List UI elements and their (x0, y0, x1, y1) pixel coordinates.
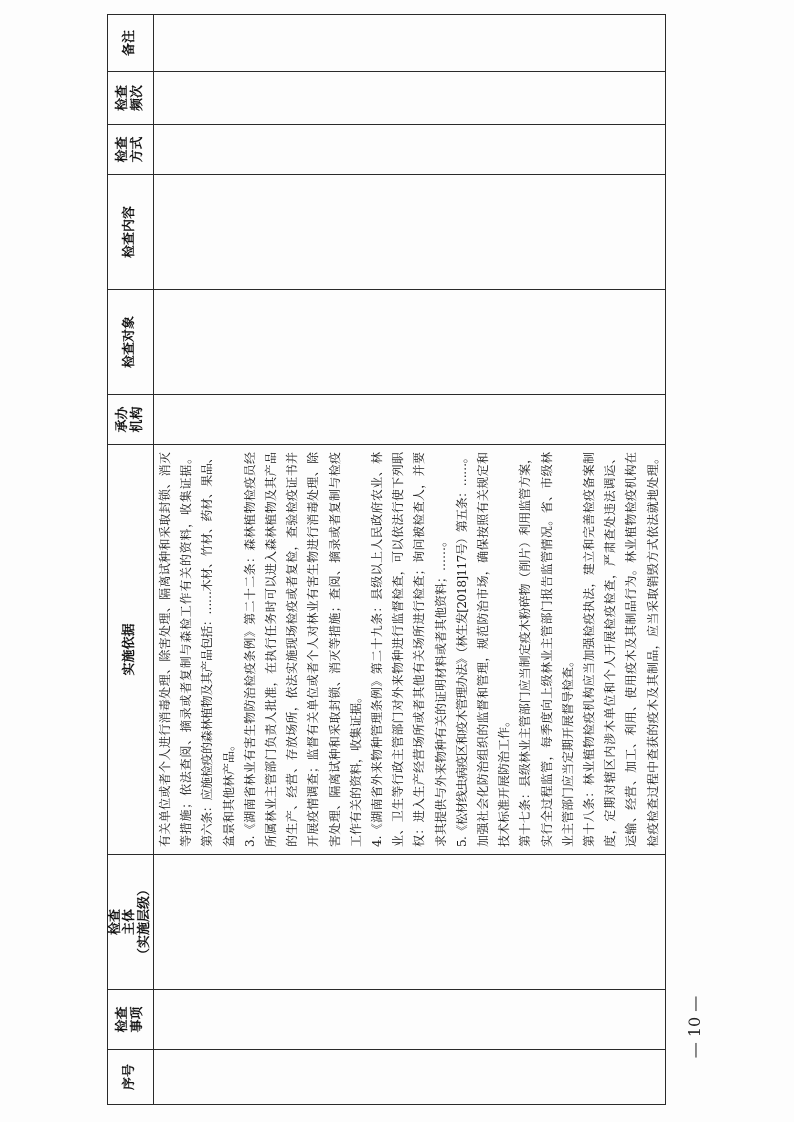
header-line: 检查 (115, 136, 130, 163)
basis-line: 度，定期对辖区内涉木单位和个人开展检疫检查，严肃查处违法调运、 (603, 452, 618, 847)
header-row (108, 15, 154, 1105)
header-serial (108, 1050, 154, 1105)
header-line: 主体 (122, 909, 138, 936)
cell-inspection-content (154, 175, 666, 290)
basis-line: 等措施；依法查阅、摘录或者复制与森检工作有关的资料，收集证据。 (179, 452, 194, 847)
header-line: 检查对象 (122, 316, 138, 369)
basis-line: 第六条：应施检疫的森林植物及其产品包括：……木材、竹材、药材、果品、 (200, 452, 215, 847)
cell-inspection-subject (154, 855, 666, 990)
cell-remarks (154, 15, 666, 72)
header-inspection-method (108, 125, 154, 175)
header-inspection-item (108, 990, 154, 1050)
header-inspection-frequency (108, 72, 154, 125)
header-inspection-subject (108, 855, 154, 990)
rotated-landscape-sheet (107, 15, 717, 1105)
basis-line: 技术标准开展防治工作。 (497, 714, 512, 847)
basis-line: 有关单位或者个人进行消毒处理、除害处理、隔离试种和采取封锁、消灭 (158, 452, 172, 847)
legal-basis-text (154, 445, 664, 854)
basis-line: 业、卫生等行政主管部门对外来物种进行监督检查，可以依法行使下列职 (391, 452, 406, 847)
header-inspection-target (108, 290, 154, 395)
basis-line: 盆景和其他林产品。 (221, 738, 236, 847)
header-line: 实施依据 (122, 623, 138, 676)
basis-line: 第十八条：林业植物检疫机构应当加强检疫执法，建立和完善检疫备案制 (582, 452, 597, 847)
header-line: 方式 (129, 136, 145, 163)
basis-line: 加强社会化防治组织的监督和管理，规范防治市场，确保按照有关规定和 (476, 452, 491, 847)
header-line: 事项 (129, 1006, 145, 1033)
inspection-table (107, 14, 666, 1105)
cell-inspection-frequency (154, 72, 666, 125)
cell-inspection-item (154, 990, 666, 1050)
basis-line: 所属林业主管部门负责人批准，在执行任务时可以进入森林植物及其产品 (264, 452, 279, 847)
header-line: 检查内容 (122, 206, 138, 259)
header-line: 检查 (107, 909, 123, 936)
cell-handling-agency (154, 395, 666, 445)
cell-serial (154, 1050, 666, 1105)
basis-line: 实行全过程监管，每季度向上级林业主管部门报告监管情况。省、市级林 (539, 452, 554, 847)
basis-line: 4.《湖南省外来物种管理条例》第二十九条：县级以上人民政府农业、林 (370, 452, 385, 847)
basis-line: 运输、经营、加工、利用、使用疫木及其制品行为。林业植物检疫机构在 (624, 452, 639, 847)
basis-line: 的生产、经营、存放场所，依法实施现场检疫或者复检，查验检疫证书并 (285, 452, 300, 847)
basis-line: 权：进入生产经营场所或者其他有关场所进行检查；询问被检查人，并要 (412, 452, 427, 847)
basis-line: 求其提供与外来物种有关的证明材料或者其他资料；……。 (433, 534, 448, 847)
cell-inspection-target (154, 290, 666, 395)
table-row (154, 15, 666, 1105)
basis-line: 工作有关的资料，收集证据。 (348, 690, 363, 847)
cell-inspection-method (154, 125, 666, 175)
page-number: — 10 — (685, 995, 704, 1059)
header-inspection-content (108, 175, 154, 290)
basis-line: 开展疫情调查；监督有关单位或者个人对林业有害生物进行消毒处理、除 (306, 452, 321, 847)
header-line: 检查 (115, 85, 130, 112)
header-line: 序号 (122, 1064, 138, 1091)
cell-legal-basis (154, 445, 666, 855)
basis-line: 业主管部门应当定期开展督导检查。 (560, 654, 575, 847)
basis-line: 第十七条：县级林业主管部门应当制定疫木粉碎物（削片）利用监管方案， (518, 452, 533, 847)
header-line: 机构 (129, 406, 145, 433)
header-line: 检查 (115, 1006, 130, 1033)
header-remarks (108, 15, 154, 72)
basis-line: 5.《松材线虫病疫区和疫木管理办法》（林生发[2018]117号）第五条：……。 (454, 452, 469, 847)
basis-line: 害处理、隔离试种和采取封锁、消灭等措施；查阅、摘录或者复制与检疫 (327, 452, 342, 847)
header-line: 承办 (115, 406, 130, 433)
basis-line: 检疫检查过程中查获的疫木及其制品，应当采取销毁方式依法就地处理。 (645, 452, 660, 847)
header-line: 频次 (129, 85, 145, 112)
basis-line: 3.《湖南省林业有害生物防治检疫条例》第二十二条：森林植物检疫员经 (242, 452, 257, 847)
header-legal-basis (108, 445, 154, 855)
header-line: 备注 (122, 30, 138, 57)
header-line: （实施层级） (136, 883, 152, 962)
header-handling-agency (108, 395, 154, 445)
